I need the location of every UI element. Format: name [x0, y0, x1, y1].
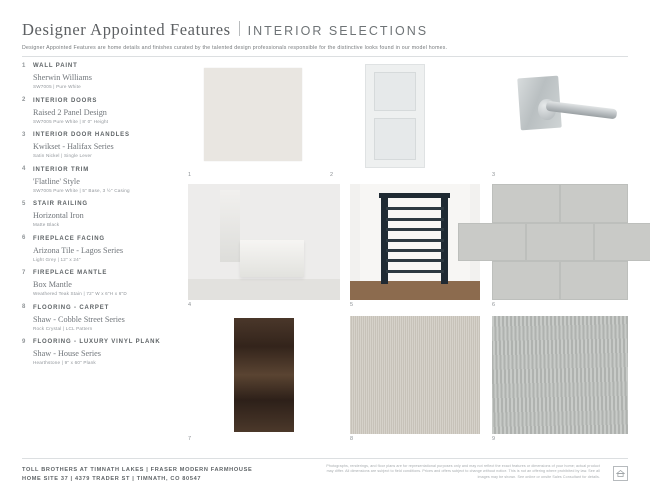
image-number-9: 9: [492, 436, 496, 442]
railing-bar: [386, 270, 443, 273]
legend-product-name: Shaw - Cobble Street Series: [33, 314, 125, 324]
door-handle-image: [492, 62, 628, 170]
image-number-1: 1: [188, 172, 192, 178]
legend-product-detail: SW7005 Pure White | 8' 0" Height: [33, 118, 109, 124]
image-number-7: 7: [188, 436, 192, 442]
legend-item-wall-paint: [22, 62, 167, 90]
legend-product-detail: Satin Nickel | Single Lever: [33, 153, 92, 158]
legend-item-fireplace-facing: [22, 235, 167, 263]
legend-number: 1: [22, 62, 26, 69]
legend-product-name: Arizona Tile - Lagos Series: [33, 245, 124, 255]
legend-product-name: Box Mantle: [33, 280, 72, 289]
fireplace-mantle-image: [188, 184, 340, 300]
tile-unit: [560, 261, 628, 300]
image-number-2: 2: [330, 172, 334, 178]
image-cell-lvp: [492, 316, 628, 434]
footer-community-info: [22, 466, 322, 484]
legend-item-interior-doors: [22, 97, 167, 125]
legend-product-detail: Matte Black: [33, 222, 60, 227]
legend-category: FLOORING - LUXURY VINYL PLANK: [33, 339, 161, 345]
railing-bar: [386, 259, 443, 262]
wall-paint-image: [188, 62, 318, 170]
legend-category: FIREPLACE FACING: [33, 235, 105, 242]
image-number-5: 5: [350, 302, 354, 308]
legend-product-name: Horizontal Iron: [33, 211, 84, 220]
luxury-vinyl-plank-image: [492, 316, 628, 434]
legend-product-detail: SW7005 | Pure White: [33, 84, 81, 89]
image-cell-carpet: [350, 316, 480, 434]
legend-product-detail: Weathered Teak Stain | 72" W x 6"H x 6"D: [33, 291, 127, 296]
image-cell-wood-plank: [188, 316, 340, 434]
door-frame: [365, 64, 425, 168]
image-number-3: 3: [492, 172, 496, 178]
interior-door-image: [330, 62, 460, 170]
legend-product-name: Shaw - House Series: [33, 349, 101, 358]
legend-category: INTERIOR DOORS: [33, 97, 98, 104]
legend-product-detail: Rock Crystal | LCL Pattern: [33, 325, 93, 331]
legend-number: 8: [22, 304, 26, 310]
image-cell-interior-door: [330, 62, 460, 170]
image-cell-door-handle: [492, 62, 628, 170]
legend-number: 9: [22, 338, 26, 345]
legend-item-stair-railing: [22, 200, 167, 228]
legend-product-detail: Light Grey | 12" x 24": [33, 256, 81, 262]
legend-item-door-handles: [22, 131, 167, 159]
railing-top-rail: [379, 193, 451, 198]
tile-unit: [560, 184, 628, 223]
wood-plank-image: [188, 316, 340, 434]
image-cell-wall-paint: [188, 62, 318, 170]
equal-housing-icon: [613, 466, 628, 481]
legend-number: 7: [22, 269, 26, 276]
mantle-vertical-slab: [220, 190, 240, 262]
selections-legend: [22, 62, 167, 373]
legend-category: INTERIOR TRIM: [33, 166, 90, 173]
legend-number: 5: [22, 200, 26, 207]
tile-unit: [492, 184, 560, 223]
mantle-box-shelf: [240, 240, 304, 277]
legend-number: 3: [22, 131, 26, 138]
image-number-6: 6: [492, 302, 496, 308]
title-row: [22, 20, 628, 40]
legend-category: STAIR RAILING: [33, 201, 88, 207]
paint-color-chip: [204, 68, 303, 161]
railing-bar: [386, 239, 443, 242]
footer-community-line: TOLL BROTHERS AT TIMNATH LAKES | FRASER MODERN FARMHOUSE: [22, 467, 253, 473]
legend-number: 2: [22, 97, 26, 103]
legend-item-flooring-lvp: [22, 338, 167, 366]
mantle-wood-sample: [234, 318, 295, 431]
door-panel-top: [374, 72, 416, 111]
railing-floor: [350, 281, 480, 300]
legend-number: 6: [22, 235, 26, 241]
tile-unit: [458, 223, 526, 262]
page-description: Designer Appointed Features are home details and finishes curated by the talented design professionals responsible for the distinctive looks found in our model homes.: [22, 45, 448, 51]
legend-number: 4: [22, 166, 26, 172]
footer-divider: [22, 458, 628, 459]
railing-wall: [360, 184, 469, 281]
fireplace-tile-image: [492, 184, 628, 300]
legend-item-fireplace-mantle: [22, 269, 167, 297]
legend-product-name: 'Flatline' Style: [33, 176, 80, 186]
legend-category: WALL PAINT: [33, 63, 78, 69]
railing-bar: [386, 218, 443, 221]
legend-category: FLOORING - CARPET: [33, 304, 110, 311]
image-number-8: 8: [350, 436, 354, 442]
legend-product-name: Kwikset - Halifax Series: [33, 142, 114, 151]
footer-logos: [613, 466, 628, 481]
image-number-4: 4: [188, 302, 192, 308]
legend-category: INTERIOR DOOR HANDLES: [33, 132, 130, 138]
tile-unit: [492, 261, 560, 300]
legend-item-interior-trim: [22, 166, 167, 194]
legend-product-detail: SW7005 Pure White | 5" Base, 3 ½" Casing: [33, 187, 130, 193]
image-cell-fireplace-mantle: [188, 184, 340, 300]
image-cell-fireplace-tile: [492, 184, 628, 300]
legend-category: FIREPLACE MANTLE: [33, 270, 108, 276]
page-title: Designer Appointed Features: [22, 20, 231, 39]
legend-product-detail: Hearthstone | 9" x 60" Plank: [33, 360, 96, 365]
railing-bar: [386, 249, 443, 252]
carpet-image: [350, 316, 480, 434]
page-subtitle-heading: INTERIOR SELECTIONS: [247, 24, 429, 38]
mantle-floor: [188, 279, 340, 300]
page-header: [22, 20, 628, 51]
legend-product-name: Raised 2 Panel Design: [33, 107, 107, 117]
footer-disclaimer: Photographs, renderings, and floor plans are for representational purposes only and may not reflect the exact features or dimensions of your home; actual product may differ. All dimensions are subject to field conditions. Prices and offers subject to change without notice. This is not an offering where prohibited by law. See all images may be shown. See online or onsite Sales Consultant for details.: [326, 464, 600, 479]
railing-bar: [386, 228, 443, 231]
title-divider-icon: [239, 21, 240, 36]
railing-bar: [386, 207, 443, 210]
tile-unit: [594, 223, 650, 262]
door-panel-bottom: [374, 118, 416, 160]
header-divider: [22, 56, 628, 57]
legend-item-flooring-carpet: [22, 304, 167, 332]
tile-unit: [526, 223, 594, 262]
legend-product-name: Sherwin Williams: [33, 73, 92, 82]
footer-address-line: HOME SITE 37 | 4379 TRADER ST | TIMNATH, CO 80547: [22, 476, 202, 482]
